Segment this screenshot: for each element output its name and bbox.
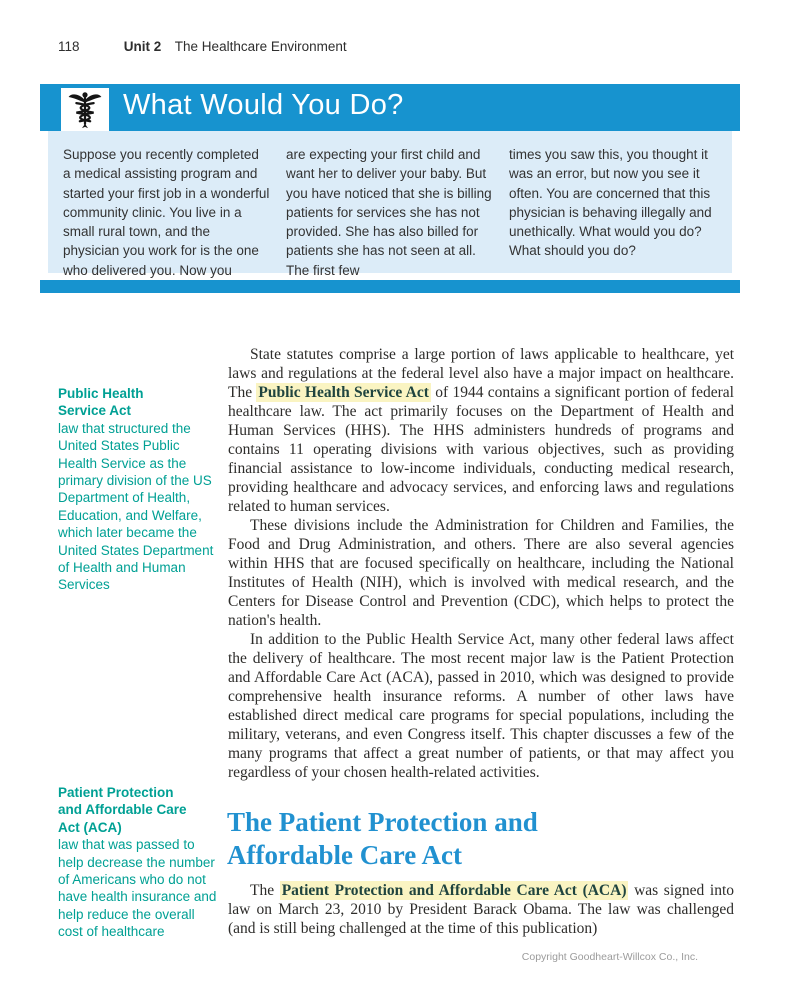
feature-banner [40,84,740,131]
margin-term-definition: law that was passed to help decrease the number of Americans who do not have health insurance and help reduce the overall cost of healthcare [58,837,217,940]
feature-scenario [48,131,732,278]
scenario-column-3: times you saw this, you thought it was an error, but now you see it often. You are concerned that this physician is behaving illegally and unethically. What would you do? What should you do? [509,147,712,259]
paragraph-text: State statutes comprise a large portion of laws applicable to healthcare, yet laws and regulations at the federal level also have a major impact on healthcare. The [228,346,734,401]
feature-title: What Would You Do? [123,89,404,121]
paragraph-text: was signed into law on March 23, 2010 by President Barack Obama. The law was challenged (and is still being challenged at the time of this publication) [228,882,735,937]
feature-divider-bar [40,280,740,293]
caduceus-icon [61,88,109,131]
scenario-column-1: Suppose you recently completed a medical assisting program and started your first job in a wonderful community clinic. You live in a small rural town, and the physician you work for is the one who delivered you. Now you [63,147,270,278]
key-term-public-health-service-act: Public Health Service Act [258,384,429,401]
body-text-column [228,345,734,782]
unit-label: Unit 2 [123,39,162,54]
section-heading-aca [227,806,538,872]
paragraph-hhs-divisions: These divisions include the Administration for Children and Families, the Food and Drug Administration, and others. There are also several agencies within HHS that are focused specifically on healthcare, including the National Institutes of Health (NIH), which is involved with medical research, and the Centers for Disease Control and Prevention (CDC), which helps to protect the nation's health. [228,517,734,629]
paragraph-aca-signed [228,881,734,938]
paragraph-other-federal-laws: In addition to the Public Health Service Act, many other federal laws affect the delivery of healthcare. The most recent major law is the Patient Protection and Affordable Care Act (ACA), passed in 2010, which was designed to provide comprehensive health insurance reforms. A number of other laws have established direct medical care programs for special populations, including the military, veterans, and even Congress itself. This chapter discusses a few of the many programs that affect a great number of patients, or that may affect you regardless of your chosen health-related activities. [228,631,734,781]
page-number: 118 [58,39,80,54]
paragraph-text: The [250,882,280,899]
scenario-column-2: are expecting your first child and want her to deliver your baby. But you have noticed that she is billing patients for services she has not provided. She has also billed for patients she has not seen at all. The first few [286,147,492,278]
paragraph-state-statutes [228,345,734,516]
copyright-line: Copyright Goodheart-Willcox Co., Inc. [521,951,698,963]
paragraph-text: of 1944 contains a significant portion of federal healthcare law. The act primarily focuses on the Department of Health and Human Services (HHS). The HHS administers hundreds of programs and contains 11 operating divisions with various objectives, such as providing financial assistance to low-income individuals, conducting medical research, providing healthcare and advocacy services, and enforcing laws and regulations related to human services. [228,384,734,515]
margin-term-title: Public Health Service Act [58,386,144,419]
margin-definition-phsa [58,385,222,594]
key-term-aca: Patient Protection and Affordable Care Act (ACA) [281,882,627,899]
margin-term-definition: law that structured the United States Public Health Service as the primary division of the US Department of Health, Education, and Welfare, which later became the United States Department of Health and Human Services [58,420,214,593]
section-heading-line-2: Affordable Care Act [227,840,462,870]
section-heading-line-1: The Patient Protection and [227,807,538,837]
margin-definition-aca [58,784,222,941]
running-head [58,39,347,54]
margin-term-title: Patient Protection and Affordable Care Act (ACA) [58,785,187,835]
unit-title: The Healthcare Environment [174,39,347,54]
